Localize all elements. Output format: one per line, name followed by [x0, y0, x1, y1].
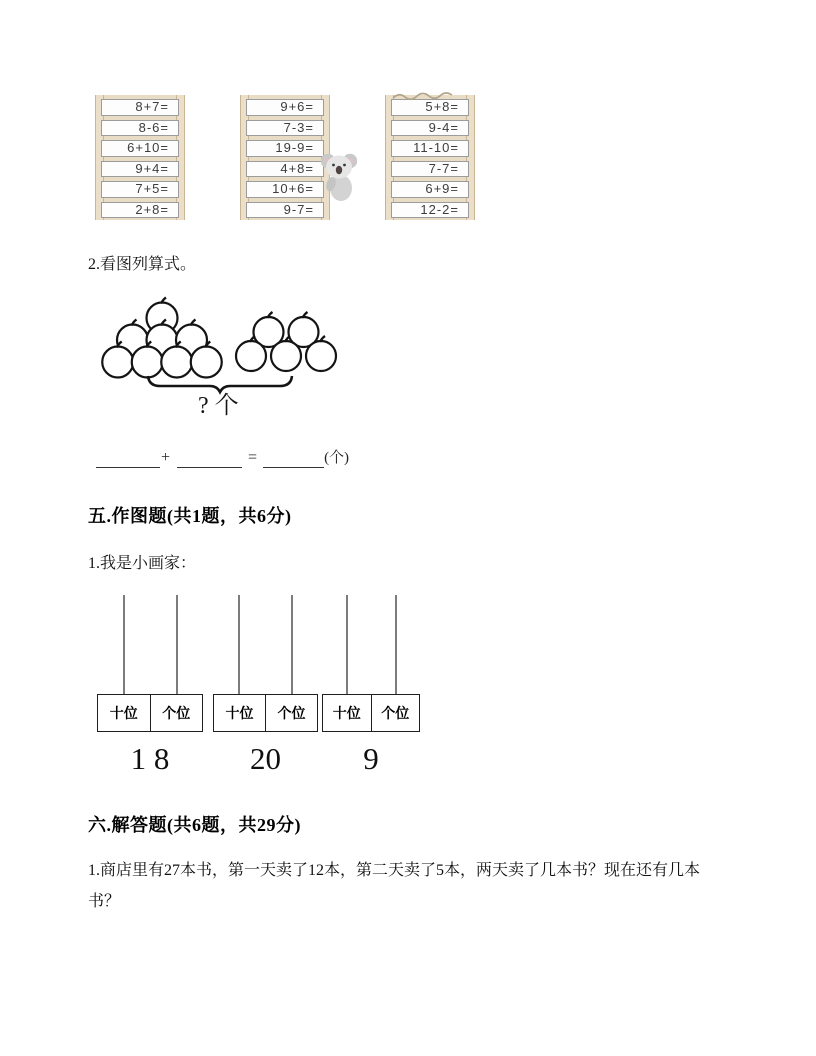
- abacus-rod: [395, 595, 397, 695]
- section6-heading: 六.解答题(共6题，共29分): [88, 815, 301, 835]
- ladder-rungs: [104, 95, 176, 220]
- section6-q1-text: 1.商店里有27本书，第一天卖了12本，第二天卖了5本，两天卖了几本书？现在还有几本书？: [88, 862, 701, 910]
- math-problem: 4+8=: [246, 161, 324, 178]
- answer-blank-2: [177, 450, 242, 468]
- math-problem: 10+6=: [246, 181, 324, 198]
- question2-label: 2.看图列算式。: [88, 256, 197, 273]
- place-value-number: 1 8: [130, 741, 170, 776]
- math-problem: 5+8=: [391, 99, 469, 116]
- math-problem: 7+5=: [101, 181, 179, 198]
- math-problem: 9+6=: [246, 99, 324, 116]
- abacus-rod: [238, 595, 240, 695]
- ones-place-cell: 个位: [371, 695, 420, 731]
- section5-q1-label: 1.我是小画家：: [88, 555, 197, 572]
- place-value-box: [322, 694, 420, 732]
- math-problem: 6+10=: [101, 140, 179, 157]
- tens-place-cell: 十位: [109, 705, 138, 721]
- math-problem: 9-4=: [391, 120, 469, 137]
- abacus-rod: [291, 595, 293, 695]
- tens-place-cell: 十位: [332, 705, 361, 721]
- brace-label: ? 个: [198, 393, 239, 419]
- tens-place-cell: 十位: [225, 705, 254, 721]
- ladder-3: [385, 95, 475, 220]
- vine-scribble-icon: [391, 92, 455, 102]
- answer-blank-1: [96, 450, 160, 468]
- ones-place-cell: 个位: [265, 695, 317, 731]
- place-value-box: [97, 694, 203, 732]
- abacus-rod: [346, 595, 348, 695]
- place-value-number: 20: [250, 741, 281, 776]
- math-problem: 8-6=: [101, 120, 179, 137]
- section5-heading: 五.作图题(共1题，共6分): [88, 506, 292, 526]
- math-problem: 9+4=: [101, 161, 179, 178]
- ladder-rungs: [394, 95, 466, 220]
- abacus-rod: [176, 595, 178, 695]
- math-problem: 8+7=: [101, 99, 179, 116]
- apples-drawing: [85, 295, 375, 427]
- place-value-chart: [322, 595, 420, 777]
- unit-label: (个): [324, 450, 350, 466]
- math-problem: 19-9=: [246, 140, 324, 157]
- math-problem: 12-2=: [391, 202, 469, 219]
- ladder-exercise-figure: [95, 95, 495, 220]
- apples-figure: [85, 295, 375, 427]
- ones-place-cell: 个位: [150, 695, 203, 731]
- math-problem: 6+9=: [391, 181, 469, 198]
- place-value-box: [213, 694, 318, 732]
- place-value-number: 9: [363, 741, 379, 776]
- ladder-1: [95, 95, 185, 220]
- math-problem: 11-10=: [391, 140, 469, 157]
- answer-blank-3: [263, 450, 324, 468]
- koala-icon: [319, 150, 359, 202]
- place-value-chart: [213, 595, 318, 777]
- brace-under-apples: [148, 376, 292, 392]
- place-value-chart: [97, 595, 203, 777]
- math-problem: 2+8=: [101, 202, 179, 219]
- abacus-rod: [123, 595, 125, 695]
- place-value-figure: [97, 595, 420, 777]
- ladder-rungs: [249, 95, 321, 220]
- plus-sign: +: [161, 449, 171, 466]
- math-problem: 9-7=: [246, 202, 324, 219]
- equals-sign: =: [248, 449, 258, 466]
- equation-blanks: [96, 444, 349, 468]
- math-problem: 7-3=: [246, 120, 324, 137]
- ladder-2: [240, 95, 330, 220]
- math-problem: 7-7=: [391, 161, 469, 178]
